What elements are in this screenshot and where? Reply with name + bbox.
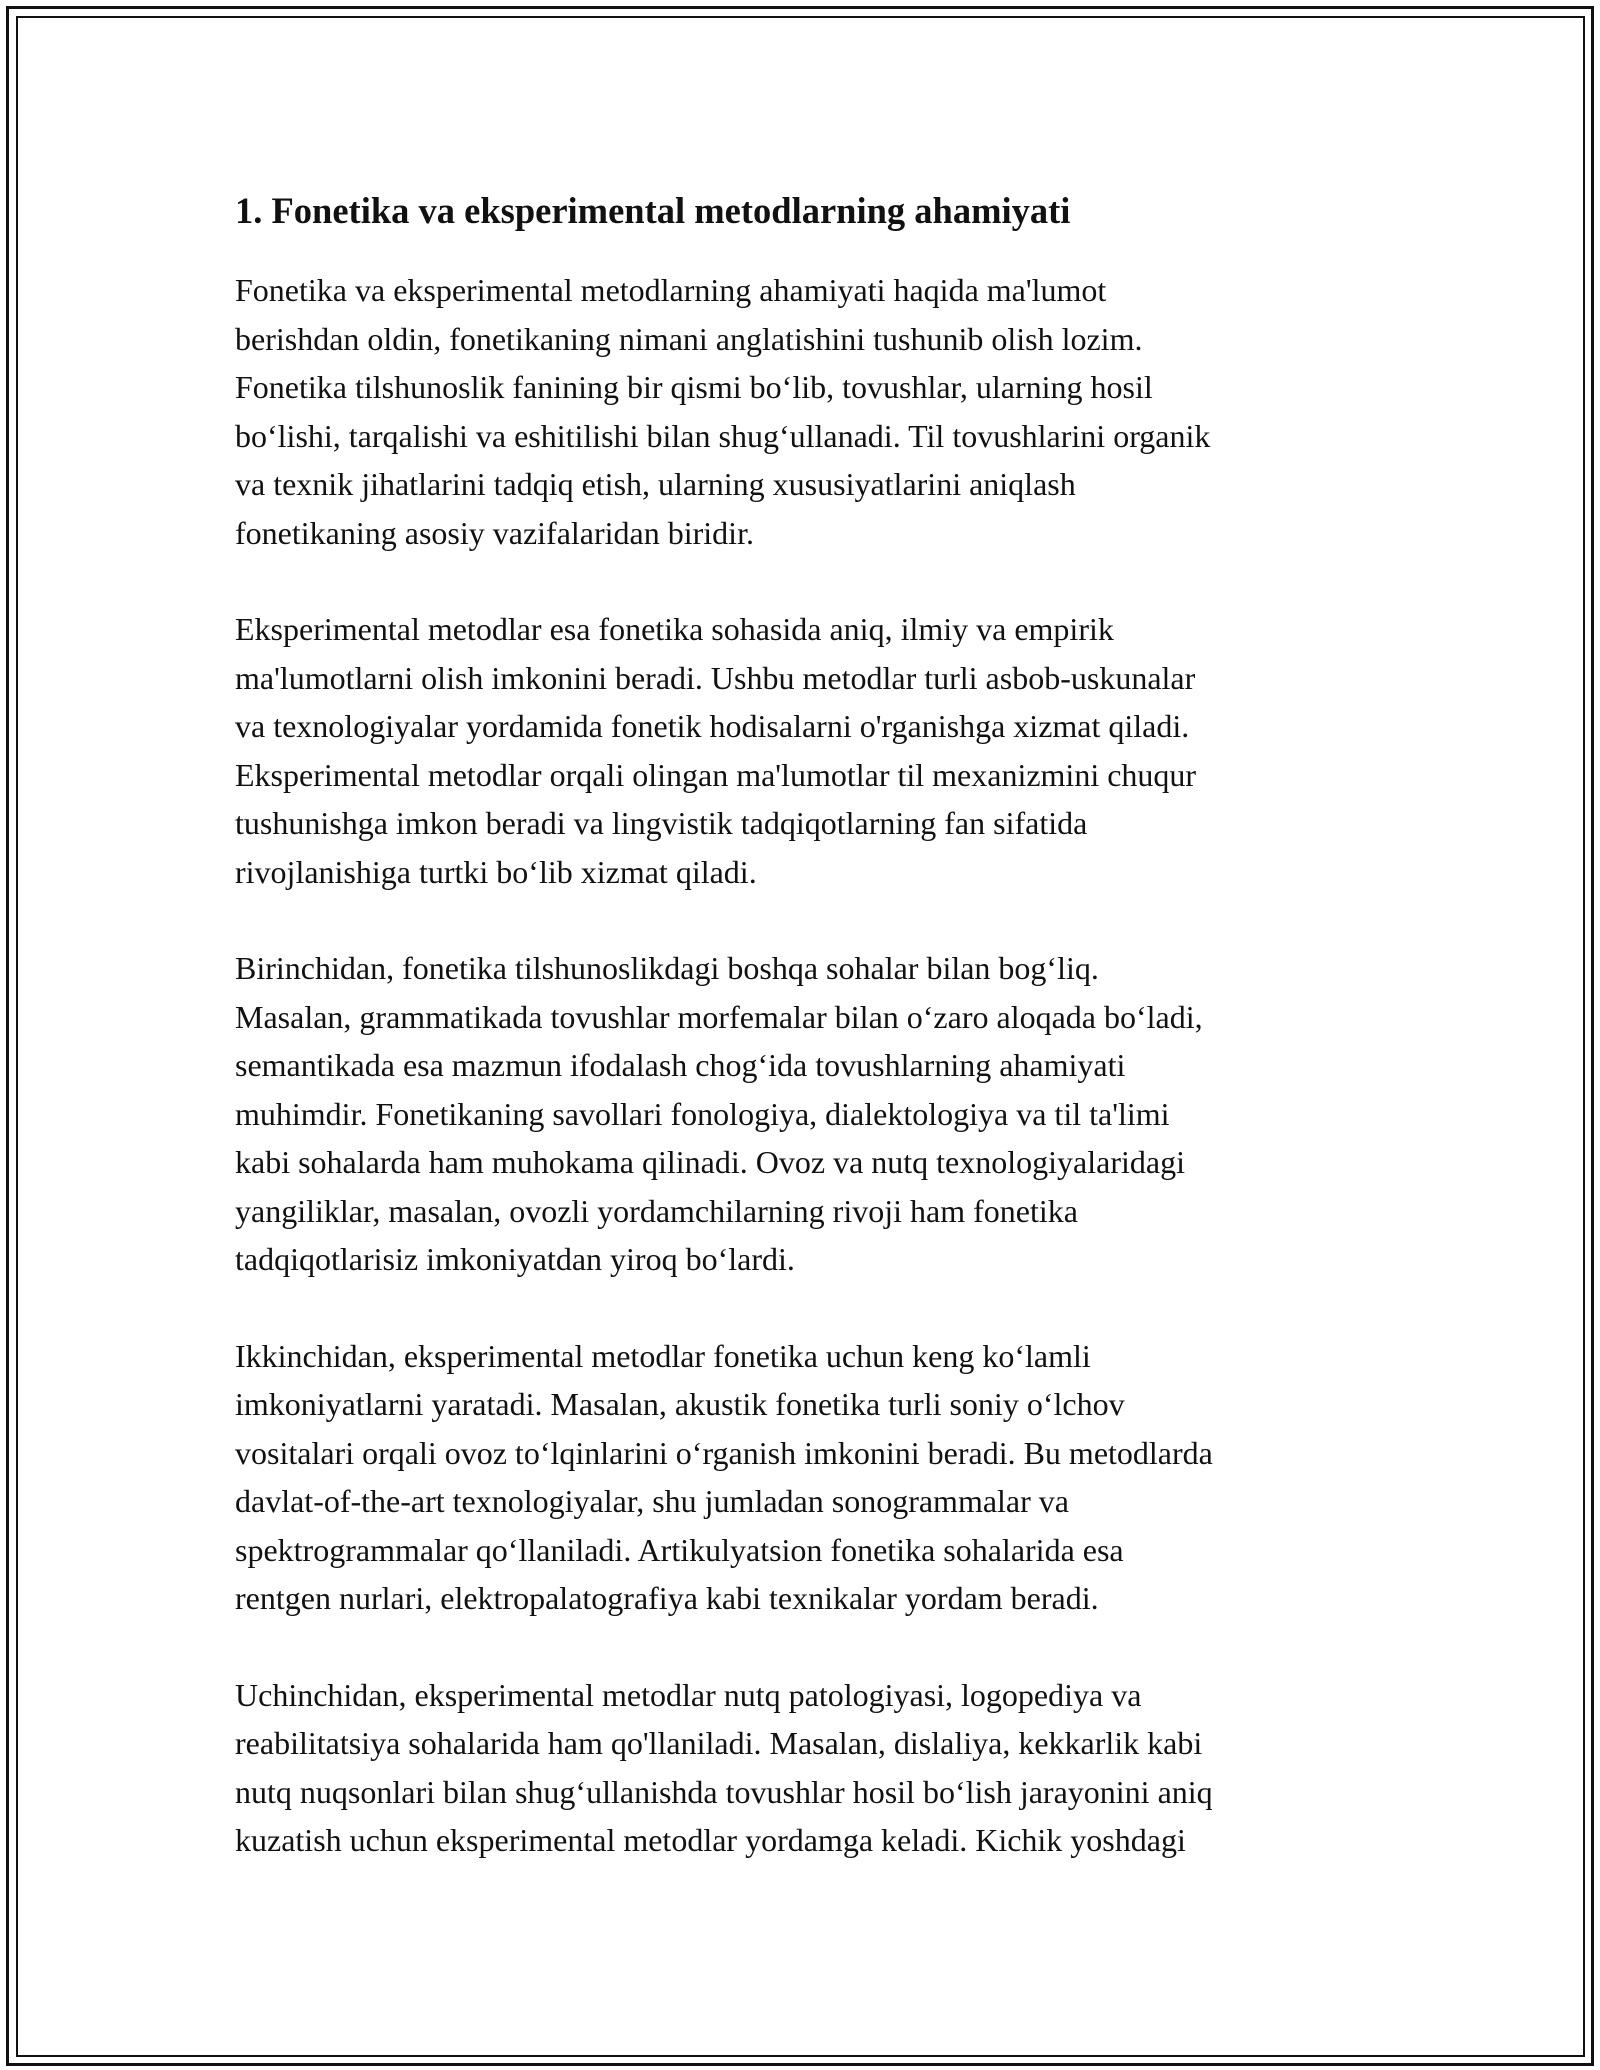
text-line: rivojlanishiga turtki bo‘lib xizmat qiladi.	[235, 853, 757, 890]
text-line: vositalari orqali ovoz to‘lqinlarini o‘rganish imkonini beradi. Bu metodlarda	[235, 1434, 1213, 1471]
paragraph	[235, 944, 1385, 1284]
text-line: kuzatish uchun eksperimental metodlar yordamga keladi. Kichik yoshdagi	[235, 1822, 1186, 1858]
paragraph	[235, 266, 1385, 557]
section-heading: 1. Fonetika va eksperimental metodlarning ahamiyati	[235, 190, 1071, 231]
text-line: Fonetika va eksperimental metodlarning ahamiyati haqida ma'lumot	[235, 272, 1107, 308]
text-line: Masalan, grammatikada tovushlar morfemalar bilan o‘zaro aloqada bo‘ladi,	[235, 998, 1203, 1035]
text-line: tadqiqotlarisiz imkoniyatdan yiroq bo‘lardi.	[235, 1241, 795, 1277]
text-line: Ikkinchidan, eksperimental metodlar fonetika uchun keng ko‘lamli	[235, 1337, 1091, 1374]
text-line: Eksperimental metodlar esa fonetika sohasida aniq, ilmiy va empirik	[235, 611, 1114, 647]
text-line: bo‘lishi, tarqalishi va eshitilishi bilan shug‘ullanadi. Til tovushlarini organik	[235, 417, 1211, 454]
text-line: imkoniyatlarni yaratadi. Masalan, akustik fonetika turli soniy o‘lchov	[235, 1386, 1125, 1422]
text-line: tushunishga imkon beradi va lingvistik tadqiqotlarning fan sifatida	[235, 805, 1088, 841]
document-body	[235, 186, 1385, 1913]
paragraph	[235, 1332, 1385, 1623]
text-line: Birinchidan, fonetika tilshunoslikdagi boshqa sohalar bilan bog‘liq.	[235, 950, 1099, 986]
text-line: semantikada esa mazmun ifodalash chog‘ida tovushlarning ahamiyati	[235, 1047, 1126, 1083]
text-line: berishdan oldin, fonetikaning nimani anglatishini tushunib olish lozim.	[235, 320, 1143, 357]
text-line: ma'lumotlarni olish imkonini beradi. Ushbu metodlar turli asbob-uskunalar	[235, 659, 1196, 696]
paragraph-list	[235, 266, 1385, 1865]
text-line: nutq nuqsonlari bilan shug‘ullanishda tovushlar hosil bo‘lish jarayonini aniq	[235, 1773, 1213, 1810]
text-line: Eksperimental metodlar orqali olingan ma'lumotlar til mexanizmini chuqur	[235, 756, 1197, 793]
text-line: Fonetika tilshunoslik fanining bir qismi bo‘lib, tovushlar, ularning hosil	[235, 369, 1153, 405]
text-line: va texnologiyalar yordamida fonetik hodisalarni o'rganishga xizmat qiladi.	[235, 708, 1190, 744]
paragraph	[235, 1671, 1385, 1865]
text-line: spektrogrammalar qo‘llaniladi. Artikulyatsion fonetika sohalarida esa	[235, 1531, 1124, 1568]
text-line: kabi sohalarda ham muhokama qilinadi. Ovoz va nutq texnologiyalaridagi	[235, 1144, 1185, 1180]
text-line: reabilitatsiya sohalarida ham qo'llaniladi. Masalan, dislaliya, kekkarlik kabi	[235, 1725, 1203, 1761]
paragraph	[235, 605, 1385, 896]
text-line: fonetikaning asosiy vazifalaridan biridir.	[235, 514, 754, 551]
text-line: rentgen nurlari, elektropalatografiya kabi texnikalar yordam beradi.	[235, 1580, 1099, 1616]
text-line: Uchinchidan, eksperimental metodlar nutq patologiyasi, logopediya va	[235, 1676, 1142, 1713]
text-line: va texnik jihatlarini tadqiq etish, ularning xususiyatlarini aniqlash	[235, 466, 1076, 502]
text-line: davlat-of-the-art texnologiyalar, shu jumladan sonogrammalar va	[235, 1483, 1069, 1519]
text-line: muhimdir. Fonetikaning savollari fonologiya, dialektologiya va til ta'limi	[235, 1095, 1170, 1132]
text-line: yangiliklar, masalan, ovozli yordamchilarning rivoji ham fonetika	[235, 1192, 1078, 1229]
